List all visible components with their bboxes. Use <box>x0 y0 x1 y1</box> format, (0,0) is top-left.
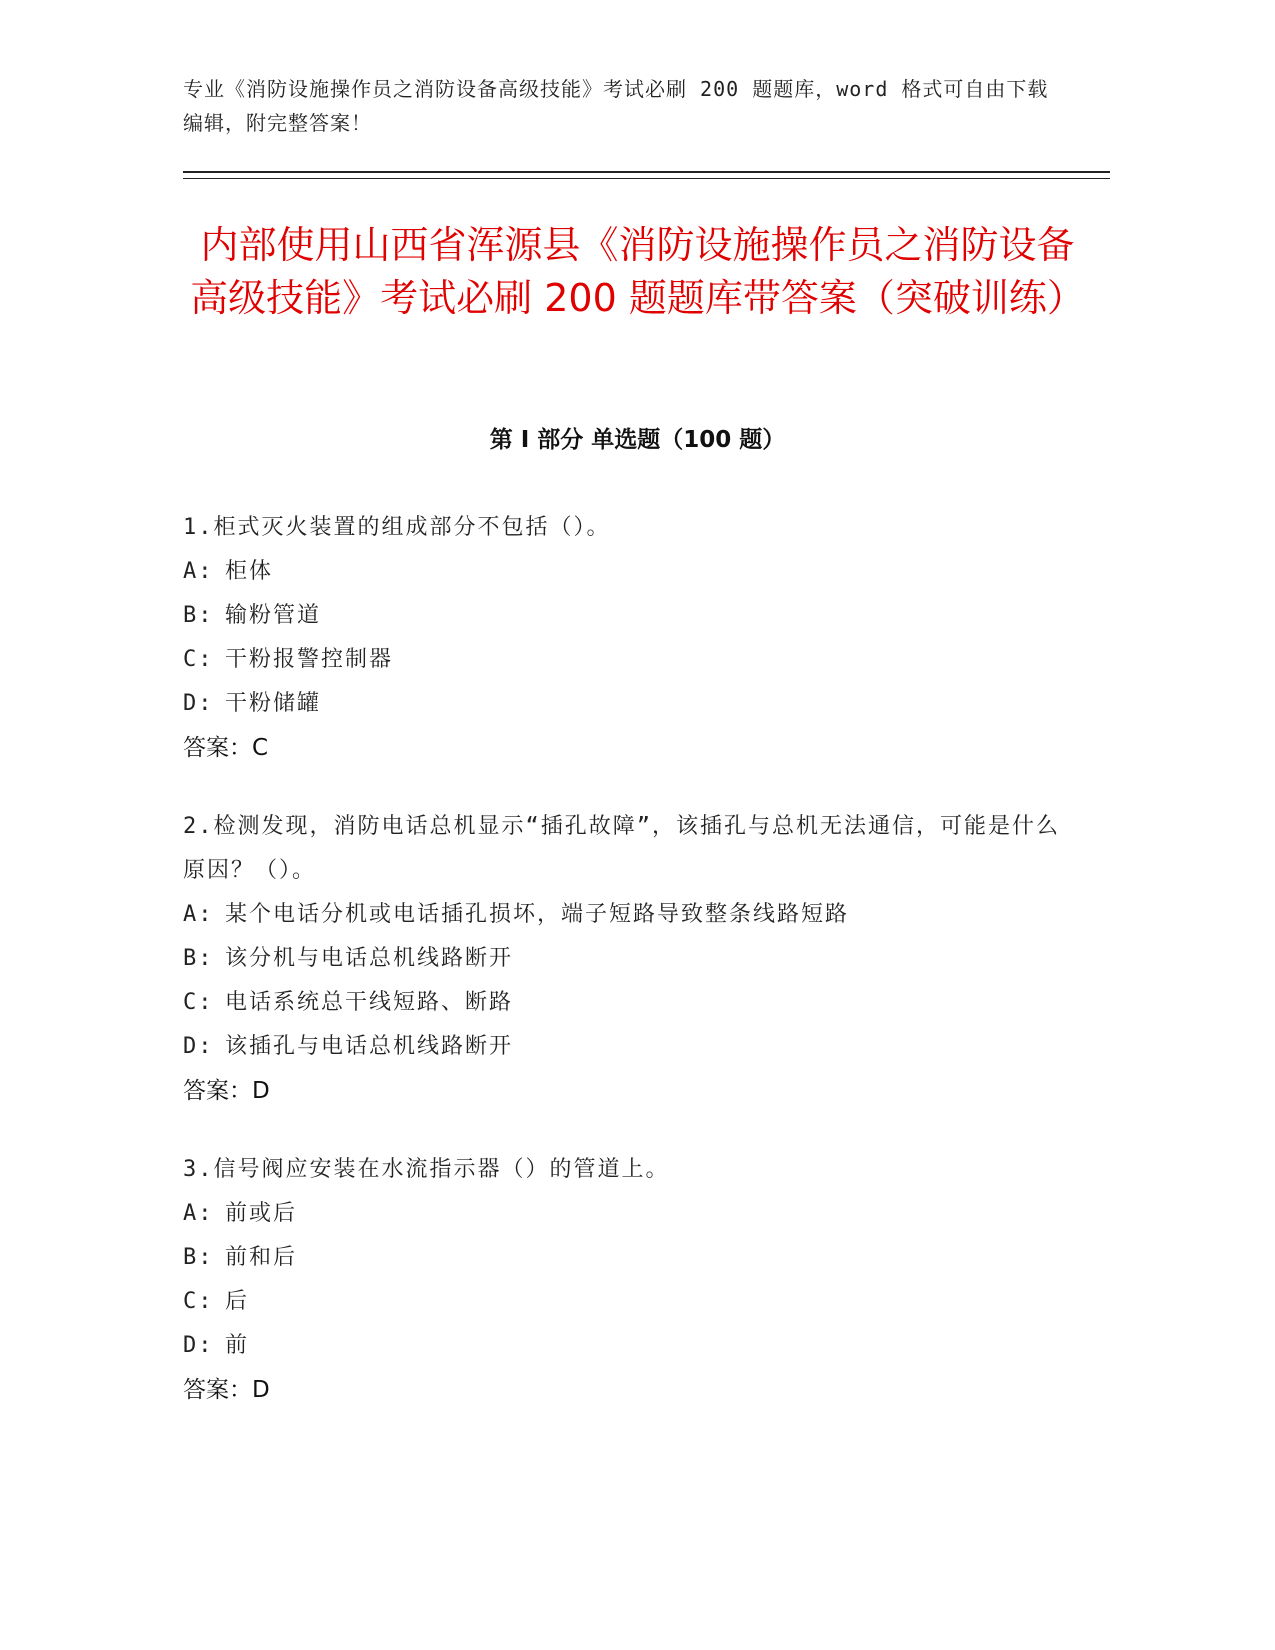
document-title: 内部使用山西省浑源县《消防设施操作员之消防设备高级技能》考试必刷 200 题题库带答案（突破训练） <box>190 223 1085 320</box>
option-c <box>183 638 1083 682</box>
option-b <box>183 594 1083 638</box>
answer: 答案：D <box>183 1078 270 1104</box>
option-letter: D: <box>183 1333 214 1358</box>
header-note: 专业《消防设施操作员之消防设备高级技能》考试必刷 200 题题库，word 格式可自由下载编辑，附完整答案！ <box>183 77 1049 135</box>
question-stem: 2.检测发现，消防电话总机显示“插孔故障”，该插孔与总机无法通信，可能是什么原因？（）。 <box>183 814 1060 883</box>
option-letter: A: <box>183 559 214 584</box>
option-text: 前和后 <box>225 1245 298 1270</box>
option-text: 电话系统总干线短路、断路 <box>225 990 514 1015</box>
option-text: 该插孔与电话总机线路断开 <box>225 1034 514 1059</box>
header-rule-thin <box>183 178 1110 179</box>
option-text: 输粉管道 <box>225 603 322 628</box>
question-1 <box>183 506 1083 770</box>
option-letter: C: <box>183 647 214 672</box>
option-d <box>183 1025 1083 1069</box>
option-b <box>183 1236 1083 1280</box>
option-letter: D: <box>183 1034 214 1059</box>
option-text: 干粉储罐 <box>225 691 322 716</box>
header-rule-thick <box>183 171 1110 173</box>
option-letter: B: <box>183 1245 214 1270</box>
option-a <box>183 550 1083 594</box>
option-letter: C: <box>183 1289 214 1314</box>
option-a <box>183 1192 1083 1236</box>
option-text: 干粉报警控制器 <box>225 647 394 672</box>
option-letter: B: <box>183 603 214 628</box>
section-heading: 第 I 部分 单选题（100 题） <box>489 427 786 453</box>
option-c <box>183 981 1083 1025</box>
option-letter: A: <box>183 1201 214 1226</box>
answer: 答案：D <box>183 1377 270 1403</box>
question-3 <box>183 1148 1083 1412</box>
option-letter: B: <box>183 946 214 971</box>
question-stem: 1.柜式灭火装置的组成部分不包括（）。 <box>183 515 611 540</box>
option-b <box>183 937 1083 981</box>
option-text: 某个电话分机或电话插孔损坏，端子短路导致整条线路短路 <box>225 902 850 927</box>
option-d <box>183 682 1083 726</box>
answer: 答案：C <box>183 735 269 761</box>
option-text: 该分机与电话总机线路断开 <box>225 946 514 971</box>
option-text: 柜体 <box>225 559 274 584</box>
option-text: 前或后 <box>225 1201 298 1226</box>
option-text: 前 <box>225 1333 250 1358</box>
question-2 <box>183 805 1083 1113</box>
option-text: 后 <box>225 1289 250 1314</box>
option-d <box>183 1324 1083 1368</box>
option-letter: C: <box>183 990 214 1015</box>
option-c <box>183 1280 1083 1324</box>
option-letter: D: <box>183 691 214 716</box>
question-stem: 3.信号阀应安装在水流指示器（）的管道上。 <box>183 1157 670 1182</box>
option-letter: A: <box>183 902 214 927</box>
option-a <box>183 893 1083 937</box>
question-list <box>183 506 1083 1447</box>
